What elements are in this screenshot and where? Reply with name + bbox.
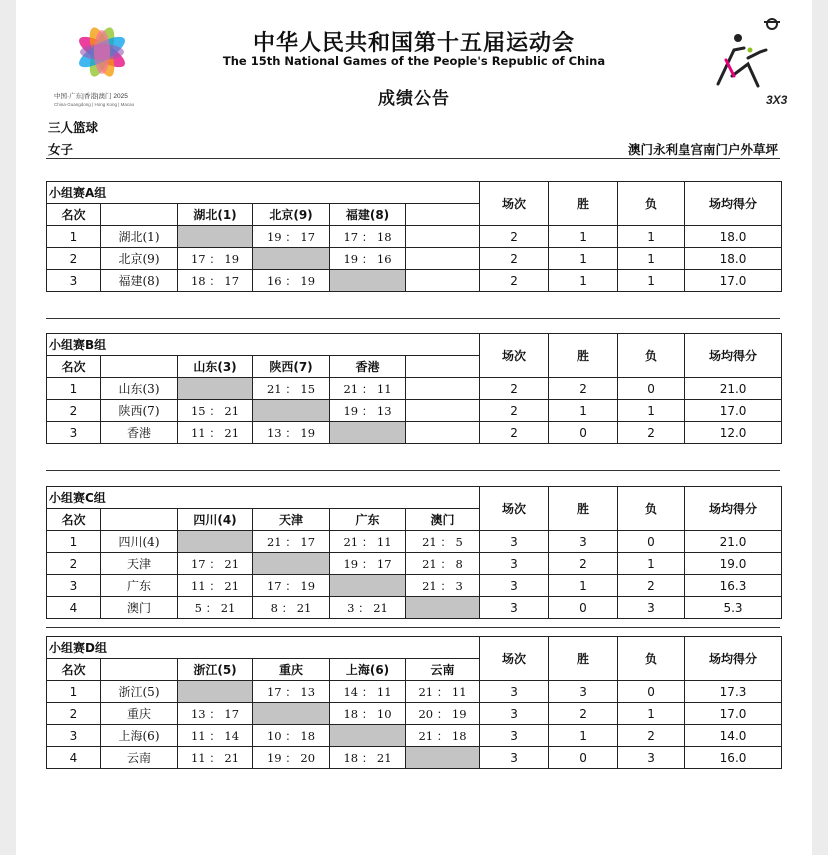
loss-cell: 2 [618, 575, 685, 597]
score-cell: 14 ： 11 [330, 681, 406, 703]
table-row [47, 226, 782, 248]
score-cell: 13 ： 17 [178, 703, 253, 725]
logo-left-subcaption: China·Guangdong | Hong Kong | Macao [54, 102, 135, 107]
opponent-header: 广东 [330, 509, 406, 531]
rank-cell: 4 [47, 597, 101, 619]
score-cell: 21 ： 11 [330, 378, 406, 400]
loss-header: 负 [618, 182, 685, 226]
empty-cell [406, 270, 480, 292]
played-cell: 2 [480, 226, 549, 248]
opponent-header: 浙江(5) [178, 659, 253, 681]
win-cell: 1 [549, 575, 618, 597]
score-cell: 21 ： 3 [406, 575, 480, 597]
rank-cell: 2 [47, 400, 101, 422]
loss-cell: 1 [618, 703, 685, 725]
title-english: The 15th National Games of the People's Republic of China [222, 54, 606, 68]
team-cell: 天津 [101, 553, 178, 575]
score-cell: 19 ： 17 [330, 553, 406, 575]
score-cell: 8 ： 21 [253, 597, 330, 619]
avg-points-cell: 18.0 [685, 226, 782, 248]
avg-points-cell: 5.3 [685, 597, 782, 619]
played-cell: 2 [480, 270, 549, 292]
opponent-header: 上海(6) [330, 659, 406, 681]
basketball-player-icon [704, 14, 800, 110]
rank-cell: 2 [47, 553, 101, 575]
team-header [101, 204, 178, 226]
avg-points-cell: 16.3 [685, 575, 782, 597]
score-cell: 19 ： 17 [253, 226, 330, 248]
avg-points-cell: 17.0 [685, 270, 782, 292]
table-row [47, 703, 782, 725]
loss-cell: 0 [618, 681, 685, 703]
opponent-header: 四川(4) [178, 509, 253, 531]
win-cell: 1 [549, 248, 618, 270]
opponent-header: 天津 [253, 509, 330, 531]
loss-cell: 1 [618, 270, 685, 292]
empty-cell [406, 226, 480, 248]
win-cell: 2 [549, 703, 618, 725]
score-cell: 21 ： 11 [406, 681, 480, 703]
logo-left-caption: 中国·广东|香港|澳门 2025 [54, 93, 128, 100]
score-cell: 10 ： 18 [253, 725, 330, 747]
avg-points-cell: 16.0 [685, 747, 782, 769]
empty-cell [406, 378, 480, 400]
played-cell: 3 [480, 575, 549, 597]
table-row [47, 378, 782, 400]
avg-points-header: 场均得分 [685, 487, 782, 531]
self-match-cell [406, 747, 480, 769]
self-match-cell [253, 553, 330, 575]
team-cell: 湖北(1) [101, 226, 178, 248]
team-cell: 广东 [101, 575, 178, 597]
loss-cell: 0 [618, 531, 685, 553]
loss-cell: 2 [618, 422, 685, 444]
group-b-table [46, 333, 781, 444]
win-cell: 1 [549, 226, 618, 248]
win-header: 胜 [549, 637, 618, 681]
played-cell: 2 [480, 378, 549, 400]
avg-points-cell: 17.0 [685, 400, 782, 422]
opponent-header: 重庆 [253, 659, 330, 681]
self-match-cell [253, 703, 330, 725]
rank-header: 名次 [47, 204, 101, 226]
win-cell: 1 [549, 270, 618, 292]
score-cell: 11 ： 21 [178, 422, 253, 444]
rank-cell: 4 [47, 747, 101, 769]
win-cell: 2 [549, 378, 618, 400]
table-row [47, 681, 782, 703]
team-cell: 浙江(5) [101, 681, 178, 703]
table-row [47, 422, 782, 444]
self-match-cell [330, 575, 406, 597]
basketball-3x3-pictogram [704, 14, 800, 110]
group-title: 小组赛A组 [47, 182, 480, 204]
team-cell: 澳门 [101, 597, 178, 619]
avg-points-cell: 21.0 [685, 378, 782, 400]
opponent-header: 湖北(1) [178, 204, 253, 226]
team-cell: 福建(8) [101, 270, 178, 292]
avg-points-header: 场均得分 [685, 334, 782, 378]
loss-header: 负 [618, 487, 685, 531]
group-c-table [46, 486, 781, 619]
self-match-cell [406, 597, 480, 619]
self-match-cell [330, 725, 406, 747]
team-cell: 上海(6) [101, 725, 178, 747]
score-cell: 17 ： 13 [253, 681, 330, 703]
gender-category: 女子 [48, 142, 74, 157]
opponent-header: 云南 [406, 659, 480, 681]
score-cell: 3 ： 21 [330, 597, 406, 619]
avg-points-cell: 19.0 [685, 553, 782, 575]
group-title: 小组赛B组 [47, 334, 480, 356]
avg-points-cell: 17.3 [685, 681, 782, 703]
score-cell: 21 ： 15 [253, 378, 330, 400]
team-cell: 陕西(7) [101, 400, 178, 422]
score-cell: 13 ： 19 [253, 422, 330, 444]
win-header: 胜 [549, 487, 618, 531]
played-cell: 3 [480, 531, 549, 553]
score-cell: 19 ： 20 [253, 747, 330, 769]
rank-cell: 2 [47, 703, 101, 725]
score-cell: 11 ： 21 [178, 575, 253, 597]
played-cell: 3 [480, 703, 549, 725]
played-cell: 2 [480, 400, 549, 422]
group-divider [46, 627, 780, 628]
score-cell: 19 ： 16 [330, 248, 406, 270]
loss-cell: 1 [618, 226, 685, 248]
score-cell: 21 ： 8 [406, 553, 480, 575]
avg-points-cell: 14.0 [685, 725, 782, 747]
win-header: 胜 [549, 182, 618, 226]
self-match-cell [253, 400, 330, 422]
opponent-header [406, 356, 480, 378]
rank-cell: 1 [47, 378, 101, 400]
avg-points-cell: 21.0 [685, 531, 782, 553]
score-cell: 21 ： 18 [406, 725, 480, 747]
loss-cell: 3 [618, 747, 685, 769]
self-match-cell [330, 422, 406, 444]
win-cell: 3 [549, 531, 618, 553]
table-row [47, 747, 782, 769]
table-row [47, 400, 782, 422]
self-match-cell [178, 531, 253, 553]
loss-header: 负 [618, 334, 685, 378]
rank-cell: 3 [47, 270, 101, 292]
played-cell: 3 [480, 553, 549, 575]
opponent-header: 福建(8) [330, 204, 406, 226]
rank-header: 名次 [47, 659, 101, 681]
played-cell: 3 [480, 681, 549, 703]
table-row [47, 248, 782, 270]
self-match-cell [330, 270, 406, 292]
win-cell: 0 [549, 597, 618, 619]
score-cell: 21 ： 5 [406, 531, 480, 553]
results-notice-heading: 成绩公告 [378, 89, 450, 109]
score-cell: 21 ： 17 [253, 531, 330, 553]
empty-cell [406, 400, 480, 422]
played-header: 场次 [480, 487, 549, 531]
team-cell: 云南 [101, 747, 178, 769]
opponent-header: 陕西(7) [253, 356, 330, 378]
score-cell: 17 ： 19 [178, 248, 253, 270]
logo-right-caption: 3X3 [766, 93, 788, 107]
score-cell: 17 ： 21 [178, 553, 253, 575]
opponent-header: 香港 [330, 356, 406, 378]
table-row [47, 725, 782, 747]
group-divider [46, 318, 780, 319]
group-title: 小组赛D组 [47, 637, 480, 659]
title-chinese: 中华人民共和国第十五届运动会 [252, 31, 575, 56]
rank-cell: 3 [47, 422, 101, 444]
score-cell: 11 ： 21 [178, 747, 253, 769]
loss-cell: 2 [618, 725, 685, 747]
loss-cell: 1 [618, 400, 685, 422]
score-cell: 5 ： 21 [178, 597, 253, 619]
team-cell: 山东(3) [101, 378, 178, 400]
table-row [47, 270, 782, 292]
avg-points-header: 场均得分 [685, 182, 782, 226]
group-d-table [46, 636, 781, 769]
score-cell: 16 ： 19 [253, 270, 330, 292]
empty-cell [406, 248, 480, 270]
score-cell: 18 ： 21 [330, 747, 406, 769]
team-cell: 四川(4) [101, 531, 178, 553]
win-cell: 0 [549, 747, 618, 769]
empty-cell [406, 422, 480, 444]
self-match-cell [253, 248, 330, 270]
rank-cell: 1 [47, 226, 101, 248]
self-match-cell [178, 378, 253, 400]
score-cell: 21 ： 11 [330, 531, 406, 553]
loss-header: 负 [618, 637, 685, 681]
self-match-cell [178, 681, 253, 703]
score-cell: 18 ： 10 [330, 703, 406, 725]
rank-cell: 2 [47, 248, 101, 270]
score-cell: 17 ： 19 [253, 575, 330, 597]
score-cell: 15 ： 21 [178, 400, 253, 422]
score-cell: 18 ： 17 [178, 270, 253, 292]
group-a-table [46, 181, 781, 292]
played-cell: 2 [480, 248, 549, 270]
table-row [47, 553, 782, 575]
rank-header: 名次 [47, 356, 101, 378]
played-header: 场次 [480, 637, 549, 681]
sport-name: 三人篮球 [48, 120, 99, 135]
opponent-header: 北京(9) [253, 204, 330, 226]
played-header: 场次 [480, 182, 549, 226]
table-row [47, 597, 782, 619]
loss-cell: 1 [618, 248, 685, 270]
team-cell: 香港 [101, 422, 178, 444]
self-match-cell [178, 226, 253, 248]
played-cell: 2 [480, 422, 549, 444]
loss-cell: 1 [618, 553, 685, 575]
team-cell: 重庆 [101, 703, 178, 725]
score-cell: 11 ： 14 [178, 725, 253, 747]
win-cell: 0 [549, 422, 618, 444]
played-cell: 3 [480, 597, 549, 619]
team-header [101, 356, 178, 378]
rank-cell: 3 [47, 725, 101, 747]
played-cell: 3 [480, 725, 549, 747]
score-cell: 17 ： 18 [330, 226, 406, 248]
table-row [47, 531, 782, 553]
avg-points-cell: 17.0 [685, 703, 782, 725]
win-cell: 1 [549, 400, 618, 422]
header-divider [46, 158, 780, 159]
played-header: 场次 [480, 334, 549, 378]
opponent-header [406, 204, 480, 226]
team-header [101, 509, 178, 531]
loss-cell: 0 [618, 378, 685, 400]
rank-cell: 3 [47, 575, 101, 597]
win-cell: 3 [549, 681, 618, 703]
avg-points-cell: 18.0 [685, 248, 782, 270]
win-cell: 2 [549, 553, 618, 575]
played-cell: 3 [480, 747, 549, 769]
avg-points-cell: 12.0 [685, 422, 782, 444]
score-cell: 19 ： 13 [330, 400, 406, 422]
group-divider [46, 470, 780, 471]
rank-header: 名次 [47, 509, 101, 531]
group-title: 小组赛C组 [47, 487, 480, 509]
opponent-header: 山东(3) [178, 356, 253, 378]
rank-cell: 1 [47, 681, 101, 703]
venue-name: 澳门永利皇宫南门户外草坪 [627, 142, 778, 157]
score-cell: 20 ： 19 [406, 703, 480, 725]
rank-cell: 1 [47, 531, 101, 553]
team-cell: 北京(9) [101, 248, 178, 270]
team-header [101, 659, 178, 681]
win-header: 胜 [549, 334, 618, 378]
avg-points-header: 场均得分 [685, 637, 782, 681]
win-cell: 1 [549, 725, 618, 747]
opponent-header: 澳门 [406, 509, 480, 531]
table-row [47, 575, 782, 597]
loss-cell: 3 [618, 597, 685, 619]
